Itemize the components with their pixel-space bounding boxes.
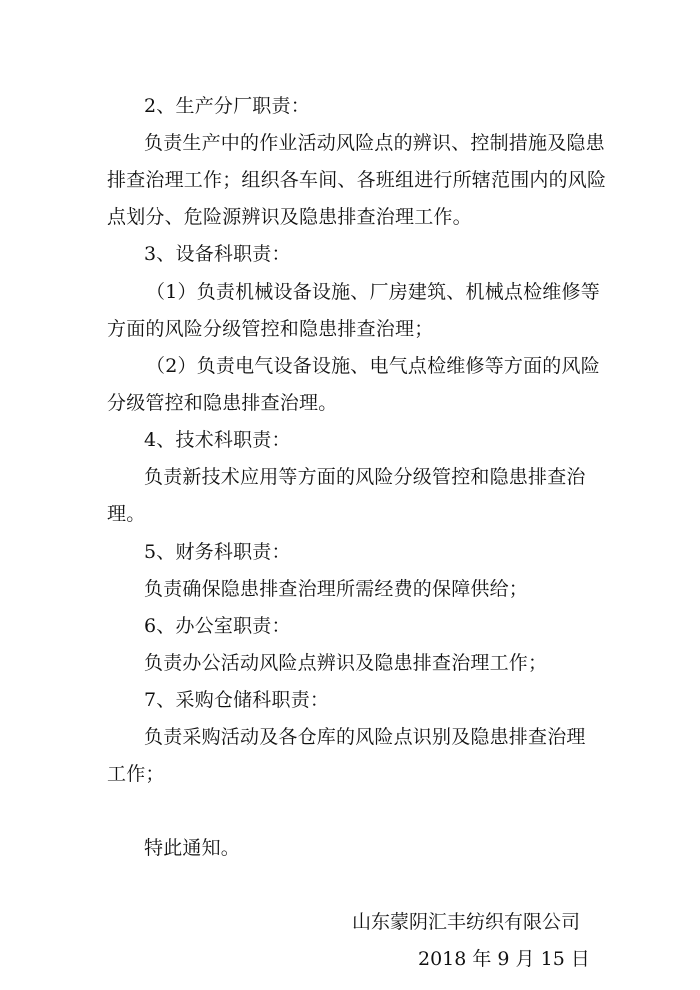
signature-date: 2018 年 9 月 15 日 xyxy=(418,948,590,970)
section-3-text-line: （2）负责电气设备设施、电气点检维修等方面的风险 xyxy=(146,355,600,377)
section-4-heading: 4、技术科职责： xyxy=(144,429,291,451)
section-2-text-line: 排查治理工作；组织各车间、各班组进行所辖范围内的风险 xyxy=(107,169,607,191)
section-2-text-line: 点划分、危险源辨识及隐患排查治理工作。 xyxy=(107,206,472,228)
section-3-text-line: （1）负责机械设备设施、厂房建筑、机械点检维修等 xyxy=(146,281,600,303)
section-4-text-line: 理。 xyxy=(107,503,146,525)
section-3-text-line: 分级管控和隐患排查治理。 xyxy=(107,392,338,414)
section-7-heading: 7、采购仓储科职责： xyxy=(144,689,330,711)
signature-company: 山东蒙阴汇丰纺织有限公司 xyxy=(352,911,581,933)
section-5-text-line: 负责确保隐患排查治理所需经费的保障供给； xyxy=(144,578,529,600)
section-7-text-line: 工作； xyxy=(107,763,165,785)
section-6-text-line: 负责办公活动风险点辨识及隐患排查治理工作； xyxy=(144,652,548,674)
section-3-heading: 3、设备科职责： xyxy=(144,243,291,265)
closing-text: 特此通知。 xyxy=(144,837,241,859)
section-3-text-line: 方面的风险分级管控和隐患排查治理； xyxy=(107,318,434,340)
section-7-text-line: 负责采购活动及各仓库的风险点识别及隐患排查治理 xyxy=(144,726,586,748)
section-2-heading: 2、生产分厂职责： xyxy=(144,95,310,117)
section-4-text-line: 负责新技术应用等方面的风险分级管控和隐患排查治 xyxy=(144,466,586,488)
section-6-heading: 6、办公室职责： xyxy=(144,615,291,637)
section-5-heading: 5、财务科职责： xyxy=(144,541,291,563)
section-2-text-line: 负责生产中的作业活动风险点的辨识、控制措施及隐患 xyxy=(144,132,605,154)
